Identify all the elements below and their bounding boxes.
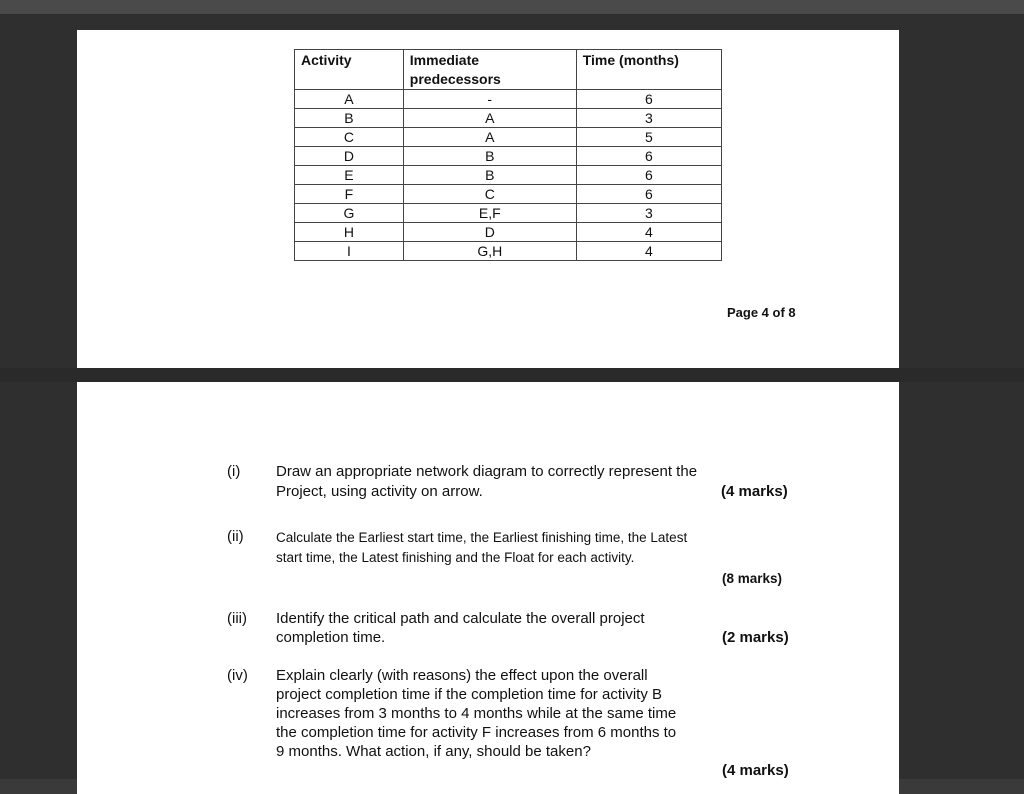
activity-cell: I	[295, 242, 404, 261]
question-number: (ii)	[227, 528, 244, 545]
table-row	[295, 185, 722, 204]
time-cell: 6	[576, 185, 721, 204]
activity-cell: D	[295, 147, 404, 166]
question-marks: (4 marks)	[722, 762, 789, 779]
time-cell: 5	[576, 128, 721, 147]
question-number: (iv)	[227, 667, 248, 684]
time-cell: 4	[576, 223, 721, 242]
page-gutter	[0, 368, 1024, 382]
question-marks: (8 marks)	[722, 571, 783, 586]
activity-cell: A	[295, 90, 404, 109]
time-cell: 4	[576, 242, 721, 261]
time-cell: 3	[576, 204, 721, 223]
header-predecessors: Immediate predecessors	[403, 50, 576, 90]
question-text-line: Explain clearly (with reasons) the effect upon the overall	[276, 667, 648, 684]
viewer-toolbar	[0, 0, 1024, 15]
activity-cell: G	[295, 204, 404, 223]
document-viewer[interactable]	[0, 15, 1024, 779]
question-text-line: increases from 3 months to 4 months while at the same time	[276, 705, 677, 722]
table-row	[295, 128, 722, 147]
predecessor-cell: A	[403, 128, 576, 147]
table-row	[295, 147, 722, 166]
question-number: (i)	[227, 463, 241, 480]
activity-cell: B	[295, 109, 404, 128]
time-cell: 6	[576, 90, 721, 109]
page-number: Page 4 of 8	[727, 305, 796, 320]
table-header-row	[295, 50, 722, 90]
question-text-line: completion time.	[276, 629, 386, 646]
time-cell: 6	[576, 147, 721, 166]
time-cell: 3	[576, 109, 721, 128]
question-text-line: Identify the critical path and calculate the overall project	[276, 610, 645, 627]
predecessor-cell: G,H	[403, 242, 576, 261]
header-time: Time (months)	[576, 50, 721, 90]
predecessor-cell: A	[403, 109, 576, 128]
activity-cell: C	[295, 128, 404, 147]
document-page-5	[77, 382, 899, 794]
question-marks: (2 marks)	[722, 629, 789, 646]
activity-table	[294, 49, 722, 261]
predecessor-cell: B	[403, 147, 576, 166]
predecessor-cell: C	[403, 185, 576, 204]
time-cell: 6	[576, 166, 721, 185]
question-text-line: the completion time for activity F increases from 6 months to	[276, 724, 677, 741]
activity-cell: E	[295, 166, 404, 185]
table-row	[295, 109, 722, 128]
table-row	[295, 166, 722, 185]
predecessor-cell: D	[403, 223, 576, 242]
predecessor-cell: E,F	[403, 204, 576, 223]
activity-cell: F	[295, 185, 404, 204]
question-marks: (4 marks)	[721, 483, 788, 500]
question-text-line: Draw an appropriate network diagram to correctly represent the	[276, 463, 698, 480]
question-text-line: project completion time if the completion time for activity B	[276, 686, 662, 703]
table-row	[295, 223, 722, 242]
activity-cell: H	[295, 223, 404, 242]
document-page-4	[77, 30, 899, 368]
predecessor-cell: B	[403, 166, 576, 185]
table-row	[295, 90, 722, 109]
question-text-line: Project, using activity on arrow.	[276, 483, 483, 500]
table-row	[295, 204, 722, 223]
header-activity: Activity	[295, 50, 404, 90]
predecessor-cell: -	[403, 90, 576, 109]
question-number: (iii)	[227, 610, 247, 627]
table-row	[295, 242, 722, 261]
question-text-line: 9 months. What action, if any, should be taken?	[276, 743, 591, 760]
question-text-line: Calculate the Earliest start time, the Earliest finishing time, the Latest	[276, 530, 688, 545]
question-text-line: start time, the Latest finishing and the Float for each activity.	[276, 550, 635, 565]
